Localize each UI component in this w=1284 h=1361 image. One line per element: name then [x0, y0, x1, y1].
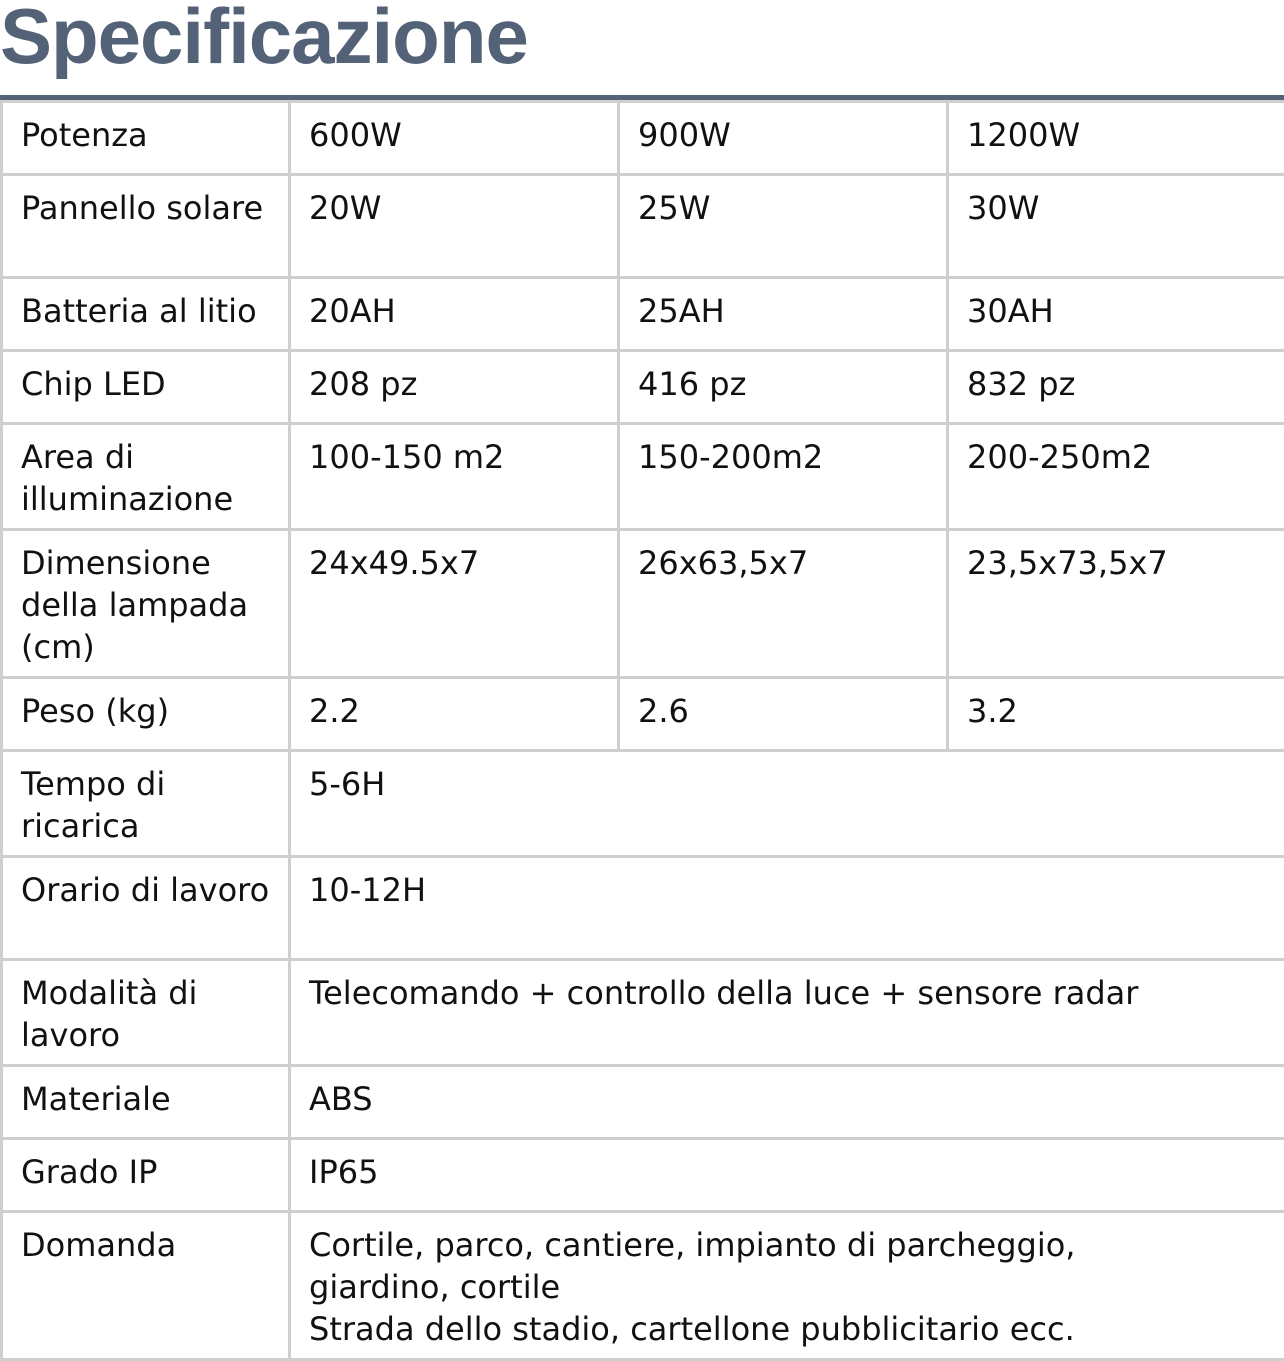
cell-text: ABS: [309, 1078, 1268, 1120]
table-row: [2, 1212, 1284, 1360]
table-row: [2, 857, 1284, 960]
table-cell: 26x63,5x7: [619, 530, 948, 678]
table-cell: 2.6: [619, 678, 948, 751]
table-cell: 416 pz: [619, 351, 948, 424]
table-cell: 24x49.5x7: [290, 530, 619, 678]
cell-text: Cortile, parco, cantiere, impianto di parcheggio, giardino, cortile: [309, 1224, 1139, 1308]
table-row: [2, 102, 1284, 175]
cell-text: 10-12H: [309, 869, 1268, 911]
table-cell: 200-250m2: [948, 424, 1284, 530]
table-cell: 900W: [619, 102, 948, 175]
row-label: Grado IP: [2, 1139, 290, 1212]
row-label: Tempo di ricarica: [2, 751, 290, 857]
table-cell: 20W: [290, 175, 619, 278]
table-cell: 25AH: [619, 278, 948, 351]
table-cell: 23,5x73,5x7: [948, 530, 1284, 678]
row-label: Batteria al litio: [2, 278, 290, 351]
table-cell: 150-200m2: [619, 424, 948, 530]
table-row: [2, 751, 1284, 857]
row-label: Dimensione della lampada (cm): [2, 530, 290, 678]
table-cell: 208 pz: [290, 351, 619, 424]
row-label: Peso (kg): [2, 678, 290, 751]
table-cell: 20AH: [290, 278, 619, 351]
row-label: Area di illuminazione: [2, 424, 290, 530]
table-row: [2, 424, 1284, 530]
table-cell: 3.2: [948, 678, 1284, 751]
row-label: Domanda: [2, 1212, 290, 1360]
table-row: [2, 678, 1284, 751]
table-cell-merged: [290, 1212, 1284, 1360]
table-cell: 25W: [619, 175, 948, 278]
table-cell-merged: [290, 751, 1284, 857]
table-row: [2, 175, 1284, 278]
row-label: Orario di lavoro: [2, 857, 290, 960]
cell-text-line2: Strada dello stadio, cartellone pubblicitario ecc.: [309, 1308, 1268, 1350]
table-row: [2, 351, 1284, 424]
table-cell-merged: [290, 857, 1284, 960]
table-cell: 2.2: [290, 678, 619, 751]
table-row: [2, 278, 1284, 351]
table-cell: 30W: [948, 175, 1284, 278]
table-cell: 1200W: [948, 102, 1284, 175]
table-cell: 100-150 m2: [290, 424, 619, 530]
table-row: [2, 530, 1284, 678]
table-row: [2, 960, 1284, 1066]
cell-text: IP65: [309, 1151, 1268, 1193]
table-row: [2, 1139, 1284, 1212]
row-label: Chip LED: [2, 351, 290, 424]
table-cell: 832 pz: [948, 351, 1284, 424]
table-cell-merged: [290, 1139, 1284, 1212]
page-title: Specificazione: [0, 0, 528, 86]
cell-text: Telecomando + controllo della luce + sensore radar: [309, 972, 1268, 1014]
spec-table: [0, 100, 1284, 1361]
row-label: Modalità di lavoro: [2, 960, 290, 1066]
table-cell-merged: [290, 960, 1284, 1066]
table-row: [2, 1066, 1284, 1139]
cell-text: 5-6H: [309, 763, 1268, 805]
row-label: Materiale: [2, 1066, 290, 1139]
row-label: Potenza: [2, 102, 290, 175]
table-cell: 600W: [290, 102, 619, 175]
table-cell-merged: [290, 1066, 1284, 1139]
row-label: Pannello solare: [2, 175, 290, 278]
table-cell: 30AH: [948, 278, 1284, 351]
